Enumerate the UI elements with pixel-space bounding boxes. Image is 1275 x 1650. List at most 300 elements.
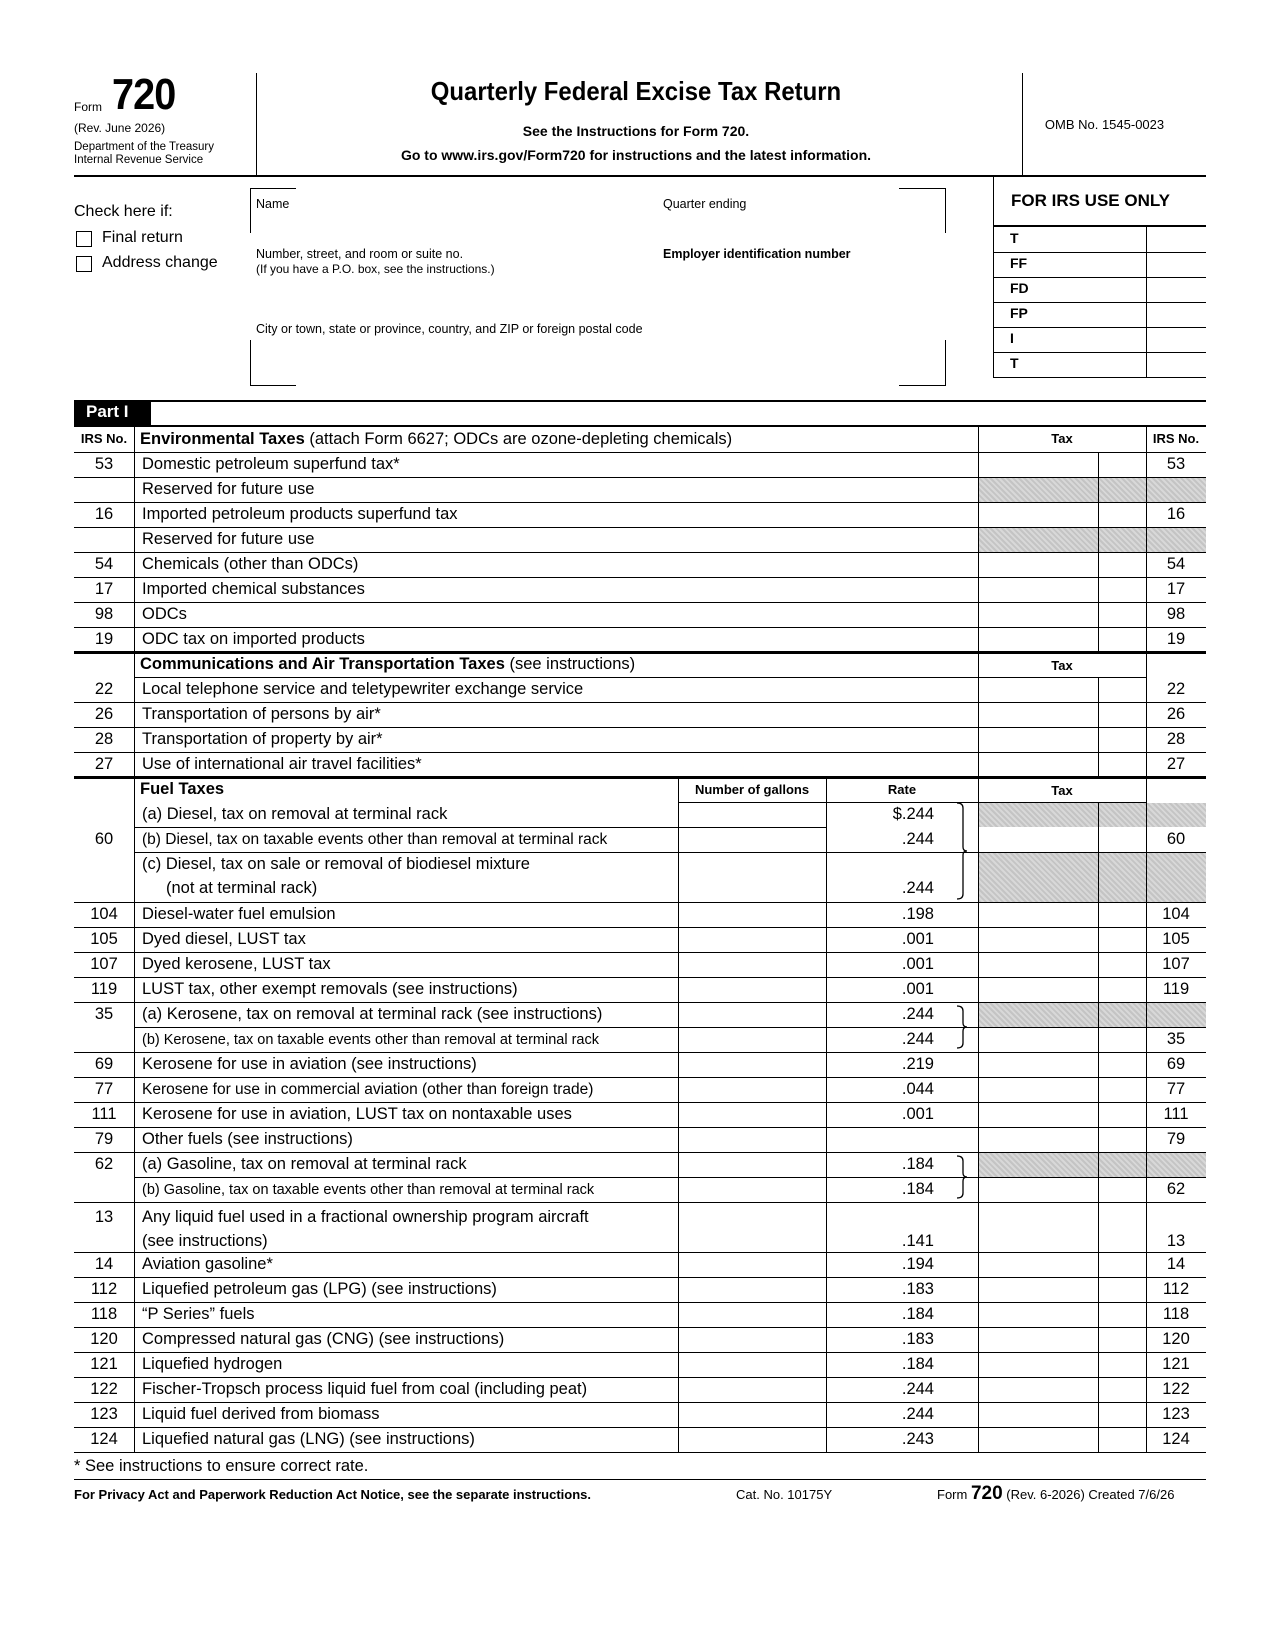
shaded-cell bbox=[1099, 853, 1146, 902]
line-label: Aviation gasoline* bbox=[142, 1255, 273, 1273]
line-label: Dyed kerosene, LUST tax bbox=[142, 955, 331, 973]
irs-code-rule bbox=[993, 377, 1206, 378]
line-label: Domestic petroleum superfund tax* bbox=[142, 455, 400, 473]
tax-amount-input-35[interactable] bbox=[979, 1028, 1098, 1052]
bracket-top-left bbox=[250, 188, 296, 189]
gallons-input[interactable] bbox=[679, 928, 826, 952]
rate-value: .219 bbox=[901, 1055, 934, 1073]
rate-header: Rate bbox=[887, 782, 917, 797]
gallons-input-60b[interactable] bbox=[679, 828, 826, 852]
gallons-input[interactable] bbox=[679, 1128, 826, 1152]
rate-value: .001 bbox=[901, 1105, 934, 1123]
tax-cents-input-60[interactable] bbox=[1099, 828, 1146, 852]
gallons-input-60c[interactable] bbox=[679, 853, 826, 902]
tax-cents-input-35[interactable] bbox=[1099, 1028, 1146, 1052]
shaded-cell bbox=[979, 853, 1098, 902]
shaded-cell bbox=[1147, 478, 1206, 502]
rate-62a: .184 bbox=[901, 1155, 934, 1173]
irs-no-right: 26 bbox=[1166, 705, 1186, 723]
col-rule bbox=[1098, 452, 1099, 652]
tax-cents-input[interactable] bbox=[1099, 1403, 1146, 1427]
irs-code-4: I bbox=[1010, 330, 1014, 346]
tax-amount-input[interactable] bbox=[979, 1403, 1098, 1427]
irs-no-left: 16 bbox=[94, 505, 114, 523]
irs-code-5: T bbox=[1010, 355, 1019, 371]
row-rule bbox=[74, 776, 1206, 779]
line-label: Use of international air travel facilities* bbox=[142, 755, 422, 773]
gallons-input[interactable] bbox=[679, 903, 826, 927]
irs-no-left: 107 bbox=[90, 955, 118, 973]
rate-value: .001 bbox=[901, 955, 934, 973]
bracket-left-top bbox=[250, 188, 251, 233]
fuel-section-title: Fuel Taxes bbox=[140, 780, 225, 798]
line-label: Liquid fuel derived from biomass bbox=[142, 1405, 380, 1423]
part-header-rule bbox=[74, 425, 1206, 427]
gallons-input-60a[interactable] bbox=[679, 803, 826, 827]
irs-no-right-60: 60 bbox=[1166, 830, 1186, 848]
line-label: Imported chemical substances bbox=[142, 580, 365, 598]
rate-value: .183 bbox=[901, 1280, 934, 1298]
rate-value: .244 bbox=[901, 1380, 934, 1398]
shaded-cell bbox=[979, 1153, 1098, 1177]
brace-35 bbox=[955, 1005, 969, 1049]
tax-amount-input[interactable] bbox=[979, 678, 1098, 702]
tax-cents-input[interactable] bbox=[1099, 553, 1146, 577]
tax-cents-input[interactable] bbox=[1099, 1053, 1146, 1077]
tax-amount-input[interactable] bbox=[979, 703, 1098, 727]
line-13-label2: (see instructions) bbox=[142, 1232, 268, 1250]
line-35b-label: (b) Kerosene, tax on taxable events other than removal at terminal rack bbox=[142, 1032, 599, 1048]
irs-no-left: 14 bbox=[94, 1255, 114, 1273]
tax-amount-input[interactable] bbox=[979, 1053, 1098, 1077]
rate-60c: .244 bbox=[901, 879, 934, 897]
gallons-input-62a[interactable] bbox=[679, 1153, 826, 1177]
tax-header-env: Tax bbox=[1051, 431, 1073, 446]
tax-amount-input[interactable] bbox=[979, 1278, 1098, 1302]
line-62b-label: (b) Gasoline, tax on taxable events other than removal at terminal rack bbox=[142, 1182, 595, 1198]
tax-cents-input[interactable] bbox=[1099, 903, 1146, 927]
tax-cents-input[interactable] bbox=[1099, 1303, 1146, 1327]
irs-no-right: 27 bbox=[1166, 755, 1186, 773]
rate-value: .244 bbox=[901, 1405, 934, 1423]
col-rule bbox=[678, 777, 679, 1452]
city-field[interactable] bbox=[256, 340, 936, 380]
irs-no-right: 53 bbox=[1166, 455, 1186, 473]
irs-no-left: 121 bbox=[90, 1355, 118, 1373]
irs-no-left: 123 bbox=[90, 1405, 118, 1423]
rate-value: .001 bbox=[901, 980, 934, 998]
irs-code-divider bbox=[1146, 227, 1147, 377]
rate-13: .141 bbox=[901, 1232, 934, 1250]
irs-no-right: 105 bbox=[1162, 930, 1190, 948]
tax-amount-input[interactable] bbox=[979, 728, 1098, 752]
final-return-label: Final return bbox=[102, 229, 183, 246]
tax-cents-input[interactable] bbox=[1099, 1378, 1146, 1402]
tax-cents-input[interactable] bbox=[1099, 578, 1146, 602]
irs-no-right: 107 bbox=[1162, 955, 1190, 973]
irs-no-left: 98 bbox=[94, 605, 114, 623]
irs-no-right: 111 bbox=[1163, 1105, 1189, 1123]
tax-cents-input[interactable] bbox=[1099, 1078, 1146, 1102]
irs-no-left: 17 bbox=[94, 580, 114, 598]
tax-cents-input[interactable] bbox=[1099, 1278, 1146, 1302]
tax-amount-input[interactable] bbox=[979, 603, 1098, 627]
gallons-input-35a[interactable] bbox=[679, 1003, 826, 1027]
line-label: Compressed natural gas (CNG) (see instructions) bbox=[142, 1330, 505, 1348]
irs-use-title: FOR IRS USE ONLY bbox=[1011, 191, 1171, 210]
line-label: “P Series” fuels bbox=[142, 1305, 255, 1323]
bracket-top-right bbox=[899, 188, 946, 189]
col-rule bbox=[826, 777, 827, 1452]
dept-line1: Department of the Treasury bbox=[74, 141, 214, 153]
tax-amount-input[interactable] bbox=[979, 1378, 1098, 1402]
col-rule bbox=[1146, 652, 1147, 677]
tax-cents-input[interactable] bbox=[1099, 953, 1146, 977]
rate-value: .198 bbox=[901, 905, 934, 923]
irs-no-left: 122 bbox=[90, 1380, 118, 1398]
bracket-bottom-right bbox=[899, 385, 946, 386]
privacy-notice: For Privacy Act and Paperwork Reduction Act Notice, see the separate instructions. bbox=[74, 1487, 592, 1502]
env-title-rest: (attach Form 6627; ODCs are ozone-depleting chemicals) bbox=[304, 430, 733, 448]
gallons-input[interactable] bbox=[679, 1328, 826, 1352]
tax-header-comm: Tax bbox=[1051, 658, 1073, 673]
quarter-ending-label: Quarter ending bbox=[663, 197, 747, 211]
shaded-cell bbox=[1147, 853, 1206, 902]
irs-no-right: 16 bbox=[1166, 505, 1186, 523]
tax-cents-input[interactable] bbox=[1099, 728, 1146, 752]
irs-no-right: 28 bbox=[1166, 730, 1186, 748]
tax-header-fuel: Tax bbox=[1051, 783, 1073, 798]
subtitle-instructions: See the Instructions for Form 720. bbox=[522, 123, 750, 139]
gallons-input[interactable] bbox=[679, 1103, 826, 1127]
rate-value: .184 bbox=[901, 1355, 934, 1373]
brace-62 bbox=[955, 1155, 969, 1199]
header-bottom-rule bbox=[74, 175, 1206, 177]
line-label: Dyed diesel, LUST tax bbox=[142, 930, 306, 948]
tax-cents-input-13[interactable] bbox=[1099, 1203, 1146, 1252]
irs-no-right: 120 bbox=[1162, 1330, 1190, 1348]
comm-title-rest: (see instructions) bbox=[504, 655, 636, 673]
col-rule bbox=[1146, 802, 1147, 1452]
line-label: Chemicals (other than ODCs) bbox=[142, 555, 359, 573]
tax-amount-input[interactable] bbox=[979, 1303, 1098, 1327]
line-60c-label2: (not at terminal rack) bbox=[166, 879, 318, 897]
irs-no-right: 121 bbox=[1162, 1355, 1190, 1373]
irs-code-field-3[interactable] bbox=[1146, 302, 1206, 327]
department bbox=[74, 141, 214, 167]
line-label: Liquefied hydrogen bbox=[142, 1355, 283, 1373]
irs-no-right: 69 bbox=[1166, 1055, 1186, 1073]
tax-amount-input[interactable] bbox=[979, 1128, 1098, 1152]
gallons-input-13[interactable] bbox=[679, 1203, 826, 1252]
col-rule bbox=[1146, 677, 1147, 777]
irs-no-left: 120 bbox=[90, 1330, 118, 1348]
tax-cents-input[interactable] bbox=[1099, 1253, 1146, 1277]
bracket-left-bottom bbox=[250, 340, 251, 385]
tax-cents-input[interactable] bbox=[1099, 1328, 1146, 1352]
rate-value: .194 bbox=[901, 1255, 934, 1273]
address-change-checkbox[interactable] bbox=[76, 256, 92, 272]
tax-amount-input[interactable] bbox=[979, 1353, 1098, 1377]
gallons-input[interactable] bbox=[679, 1278, 826, 1302]
row-rule bbox=[74, 1452, 1206, 1453]
line-13-label1: Any liquid fuel used in a fractional ownership program aircraft bbox=[142, 1208, 589, 1226]
shaded-cell bbox=[1099, 1153, 1146, 1177]
line-label: Transportation of persons by air* bbox=[142, 705, 381, 723]
tax-amount-input[interactable] bbox=[979, 978, 1098, 1002]
gallons-input-35b[interactable] bbox=[679, 1028, 826, 1052]
row-rule bbox=[74, 651, 1206, 654]
comm-title-bold: Communications and Air Transportation Taxes bbox=[140, 655, 505, 673]
gallons-input[interactable] bbox=[679, 1353, 826, 1377]
gallons-input[interactable] bbox=[679, 1078, 826, 1102]
line-label: Reserved for future use bbox=[142, 530, 315, 548]
irs-no-left: 54 bbox=[94, 555, 114, 573]
tax-cents-input[interactable] bbox=[1099, 453, 1146, 477]
line-label: LUST tax, other exempt removals (see instructions) bbox=[142, 980, 518, 998]
tax-cents-input[interactable] bbox=[1099, 1103, 1146, 1127]
shaded-cell bbox=[1099, 1003, 1146, 1027]
irs-no-right: 22 bbox=[1166, 680, 1186, 698]
tax-amount-input[interactable] bbox=[979, 578, 1098, 602]
col-rule bbox=[1098, 802, 1099, 1452]
rate-value: .044 bbox=[901, 1080, 934, 1098]
irs-no-left-35: 35 bbox=[94, 1005, 114, 1023]
rate-62b: .184 bbox=[901, 1180, 934, 1198]
irs-no-left-60: 60 bbox=[94, 830, 114, 848]
rate-value: .184 bbox=[901, 1305, 934, 1323]
tax-cents-input[interactable] bbox=[1099, 503, 1146, 527]
quarter-ending-field[interactable] bbox=[663, 212, 933, 238]
irs-no-left: 26 bbox=[94, 705, 114, 723]
tax-amount-input[interactable] bbox=[979, 1078, 1098, 1102]
rate-60b: .244 bbox=[901, 830, 934, 848]
footnote: * See instructions to ensure correct rate. bbox=[74, 1457, 369, 1475]
street-label-main: Number, street, and room or suite no. bbox=[256, 247, 464, 261]
shaded-cell bbox=[1147, 528, 1206, 552]
line-label: ODCs bbox=[142, 605, 187, 623]
irs-no-right: 17 bbox=[1166, 580, 1186, 598]
page-title: Quarterly Federal Excise Tax Return bbox=[430, 76, 842, 106]
irs-code-field-4[interactable] bbox=[1146, 327, 1206, 352]
irs-code-3: FP bbox=[1010, 305, 1028, 321]
gallons-input[interactable] bbox=[679, 978, 826, 1002]
irs-no-left: 118 bbox=[90, 1305, 118, 1323]
tax-amount-input[interactable] bbox=[979, 953, 1098, 977]
irs-no-right: 119 bbox=[1162, 980, 1190, 998]
tax-amount-input[interactable] bbox=[979, 1328, 1098, 1352]
rate-35a: .244 bbox=[901, 1005, 934, 1023]
irs-no-left: 79 bbox=[94, 1130, 114, 1148]
gallons-input[interactable] bbox=[679, 1253, 826, 1277]
city-label: City or town, state or province, country, and ZIP or foreign postal code bbox=[256, 322, 643, 336]
line-label: Reserved for future use bbox=[142, 480, 315, 498]
comm-section-title bbox=[140, 655, 635, 674]
line-62a-label: (a) Gasoline, tax on removal at terminal rack bbox=[142, 1155, 467, 1173]
rate-60a: $.244 bbox=[892, 805, 934, 823]
shaded-cell bbox=[1099, 528, 1146, 552]
env-section-title bbox=[140, 430, 732, 449]
line-60b-label: (b) Diesel, tax on taxable events other than removal at terminal rack bbox=[142, 831, 608, 848]
tax-cents-input[interactable] bbox=[1099, 628, 1146, 652]
irs-code-1: FF bbox=[1010, 255, 1028, 271]
irs-no-left: 111 bbox=[91, 1105, 117, 1123]
bracket-right-top bbox=[945, 188, 946, 233]
bracket-bottom-left bbox=[250, 385, 296, 386]
irs-no-right: 112 bbox=[1162, 1280, 1190, 1298]
tax-cents-input[interactable] bbox=[1099, 678, 1146, 702]
line-label: Kerosene for use in commercial aviation (other than foreign trade) bbox=[142, 1081, 594, 1098]
footer-form-id bbox=[937, 1483, 1174, 1505]
env-title-bold: Environmental Taxes bbox=[140, 430, 305, 448]
tax-cents-input[interactable] bbox=[1099, 1353, 1146, 1377]
gallons-input[interactable] bbox=[679, 1403, 826, 1427]
tax-cents-input[interactable] bbox=[1099, 928, 1146, 952]
line-label: Kerosene for use in aviation (see instructions) bbox=[142, 1055, 477, 1073]
omb-number: OMB No. 1545-0023 bbox=[1044, 117, 1165, 132]
brace-60 bbox=[955, 802, 969, 900]
line-label: Kerosene for use in aviation, LUST tax on nontaxable uses bbox=[142, 1105, 572, 1123]
tax-amount-input[interactable] bbox=[979, 903, 1098, 927]
check-here-label: Check here if: bbox=[74, 203, 173, 220]
gallons-input[interactable] bbox=[679, 1303, 826, 1327]
irs-no-left: 77 bbox=[94, 1080, 114, 1098]
col-rule bbox=[1098, 677, 1099, 777]
irs-code-field-2[interactable] bbox=[1146, 277, 1206, 302]
rate-35b: .244 bbox=[901, 1030, 934, 1048]
tax-amount-input[interactable] bbox=[979, 1253, 1098, 1277]
name-label: Name bbox=[256, 197, 290, 211]
gallons-header: Number of gallons bbox=[694, 782, 810, 797]
form-revision: (Rev. June 2026) bbox=[74, 121, 166, 135]
footer-form-word: Form bbox=[937, 1487, 968, 1502]
line-label: ODC tax on imported products bbox=[142, 630, 365, 648]
tax-amount-input[interactable] bbox=[979, 928, 1098, 952]
tax-amount-input[interactable] bbox=[979, 628, 1098, 652]
street-field[interactable] bbox=[256, 278, 656, 308]
form-word: Form bbox=[74, 100, 102, 114]
irs-no-header-right: IRS No. bbox=[1152, 431, 1200, 446]
shaded-cell bbox=[1147, 1153, 1206, 1177]
shaded-cell bbox=[979, 803, 1098, 827]
irs-no-left: 104 bbox=[90, 905, 118, 923]
irs-no-left: 53 bbox=[94, 455, 114, 473]
irs-no-left: 19 bbox=[94, 630, 114, 648]
irs-no-right: 77 bbox=[1166, 1080, 1186, 1098]
irs-no-right: 54 bbox=[1166, 555, 1186, 573]
shaded-cell bbox=[1147, 803, 1206, 827]
gallons-input[interactable] bbox=[679, 953, 826, 977]
shaded-cell bbox=[1099, 478, 1146, 502]
irs-no-right: 122 bbox=[1162, 1380, 1190, 1398]
ein-field[interactable] bbox=[663, 264, 933, 294]
line-35a-label: (a) Kerosene, tax on removal at terminal rack (see instructions) bbox=[142, 1005, 603, 1023]
irs-no-left: 27 bbox=[94, 755, 114, 773]
line-label: Diesel-water fuel emulsion bbox=[142, 905, 336, 923]
gallons-input[interactable] bbox=[679, 1378, 826, 1402]
rate-value: .243 bbox=[901, 1430, 934, 1448]
rate-value: .183 bbox=[901, 1330, 934, 1348]
footer-rev: (Rev. 6-2026) Created 7/6/26 bbox=[1006, 1487, 1175, 1502]
shaded-cell bbox=[1099, 803, 1146, 827]
irs-no-right: 14 bbox=[1166, 1255, 1186, 1273]
irs-code-field-1[interactable] bbox=[1146, 252, 1206, 277]
line-label: Liquefied petroleum gas (LPG) (see instructions) bbox=[142, 1280, 497, 1298]
irs-no-left: 119 bbox=[90, 980, 118, 998]
form-number: 720 bbox=[112, 70, 176, 119]
irs-code-0: T bbox=[1010, 230, 1019, 246]
tax-cents-input[interactable] bbox=[1099, 1128, 1146, 1152]
irs-no-left-13: 13 bbox=[94, 1208, 114, 1226]
tax-amount-input[interactable] bbox=[979, 503, 1098, 527]
tax-cents-input[interactable] bbox=[1099, 753, 1146, 777]
tax-amount-input[interactable] bbox=[979, 1103, 1098, 1127]
irs-no-right: 104 bbox=[1162, 905, 1190, 923]
line-label: Transportation of property by air* bbox=[142, 730, 383, 748]
irs-no-right: 79 bbox=[1166, 1130, 1186, 1148]
street-label bbox=[256, 247, 495, 277]
gallons-input[interactable] bbox=[679, 1053, 826, 1077]
irs-no-right: 19 bbox=[1166, 630, 1186, 648]
address-change-label: Address change bbox=[102, 254, 218, 271]
shaded-cell bbox=[979, 1003, 1098, 1027]
tax-amount-input[interactable] bbox=[979, 753, 1098, 777]
irs-code-2: FD bbox=[1010, 280, 1029, 296]
tax-cents-input[interactable] bbox=[1099, 703, 1146, 727]
shaded-cell bbox=[979, 478, 1098, 502]
tax-amount-input-13[interactable] bbox=[979, 1203, 1098, 1252]
irs-no-right-35: 35 bbox=[1166, 1030, 1186, 1048]
tax-amount-input[interactable] bbox=[979, 1428, 1098, 1452]
col-rule bbox=[1146, 777, 1147, 802]
irs-no-left: 105 bbox=[90, 930, 118, 948]
irs-no-left: 22 bbox=[94, 680, 114, 698]
irs-no-right: 124 bbox=[1162, 1430, 1190, 1448]
tax-amount-input-62[interactable] bbox=[979, 1178, 1098, 1202]
col-rule bbox=[1146, 427, 1147, 652]
irs-no-left: 28 bbox=[94, 730, 114, 748]
name-field[interactable] bbox=[256, 212, 656, 238]
cat-number: Cat. No. 10175Y bbox=[736, 1487, 833, 1502]
gallons-input[interactable] bbox=[679, 1428, 826, 1452]
irs-code-field-0[interactable] bbox=[1146, 227, 1206, 252]
tax-cents-input-62[interactable] bbox=[1099, 1178, 1146, 1202]
part-label: Part I bbox=[74, 400, 151, 425]
irs-no-right-13: 13 bbox=[1166, 1232, 1186, 1250]
tax-amount-input-60[interactable] bbox=[979, 828, 1098, 852]
irs-no-right-62: 62 bbox=[1166, 1180, 1186, 1198]
part-top-rule bbox=[74, 400, 1206, 402]
irs-no-right: 118 bbox=[1162, 1305, 1190, 1323]
tax-cents-input[interactable] bbox=[1099, 1428, 1146, 1452]
gallons-input-62b[interactable] bbox=[679, 1178, 826, 1202]
tax-amount-input[interactable] bbox=[979, 553, 1098, 577]
shaded-cell bbox=[979, 528, 1098, 552]
shaded-cell bbox=[1147, 1003, 1206, 1027]
line-label: Imported petroleum products superfund tax bbox=[142, 505, 458, 523]
tax-cents-input[interactable] bbox=[1099, 603, 1146, 627]
irs-code-field-5[interactable] bbox=[1146, 352, 1206, 377]
line-60a-label: (a) Diesel, tax on removal at terminal rack bbox=[142, 805, 448, 823]
tax-cents-input[interactable] bbox=[1099, 978, 1146, 1002]
footer-form-number: 720 bbox=[970, 1483, 1003, 1504]
final-return-checkbox[interactable] bbox=[76, 231, 92, 247]
tax-amount-input[interactable] bbox=[979, 453, 1098, 477]
col-rule bbox=[134, 427, 135, 1452]
ein-label: Employer identification number bbox=[663, 247, 851, 261]
irs-no-right: 123 bbox=[1162, 1405, 1190, 1423]
footer-rule bbox=[74, 1479, 1206, 1480]
